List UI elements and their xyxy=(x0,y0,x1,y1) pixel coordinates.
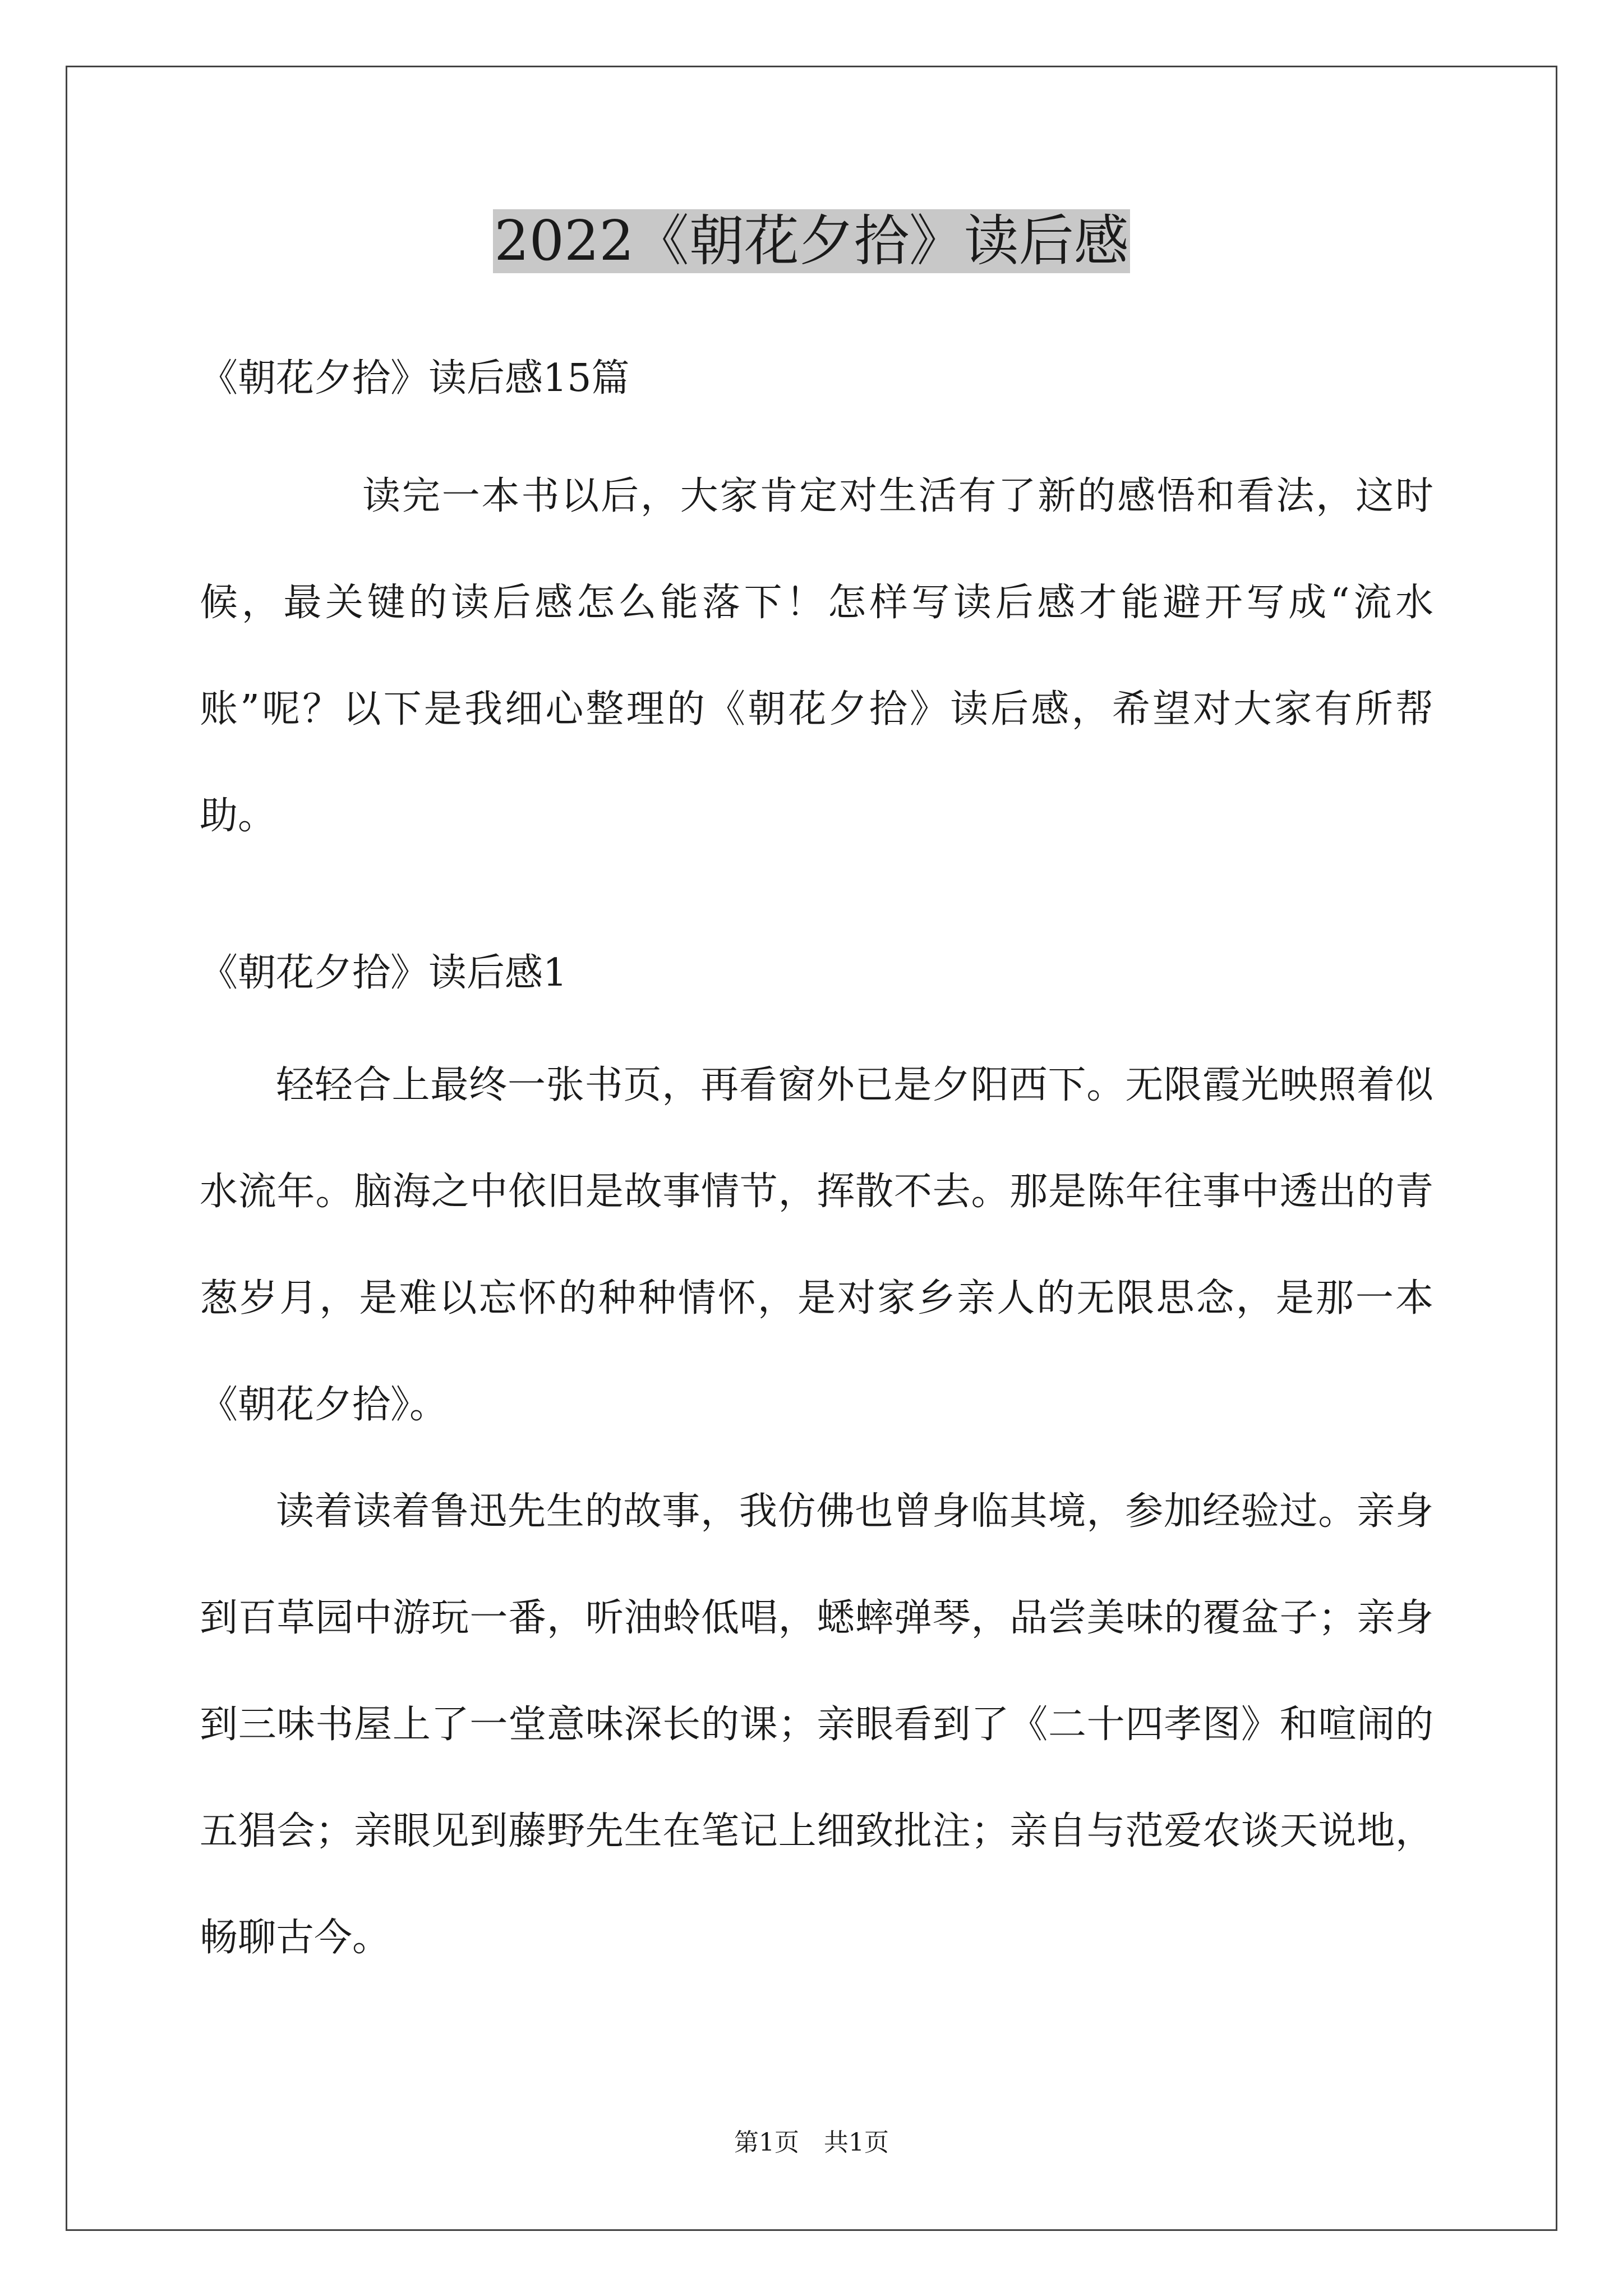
page-total: 共1页 xyxy=(824,2128,889,2157)
intro-paragraph: 读完一本书以后，大家肯定对生活有了新的感悟和看法，这时候，最关键的读后感怎么能落下！怎样写读后感才能避开写成“流水账”呢？以下是我细心整理的《朝花夕拾》读后感，希望对大家有所帮助。 xyxy=(200,474,1433,838)
document-subtitle: 《朝花夕拾》读后感15篇 xyxy=(200,356,630,401)
page-number: 第1页 xyxy=(734,2128,799,2157)
page-footer xyxy=(0,2126,1623,2160)
document-title-text: 2022《朝花夕拾》读后感 xyxy=(494,209,1129,273)
section-heading: 《朝花夕拾》读后感1 xyxy=(200,951,568,995)
document-title xyxy=(0,202,1623,280)
section-paragraph-2: 读着读着鲁迅先生的故事，我仿佛也曾身临其境，参加经验过。亲身到百草园中游玩一番，听油蛉低唱，蟋蟀弹琴，品尝美味的覆盆子；亲身到三味书屋上了一堂意味深长的课；亲眼看到了《二十四孝图》和喧闹的五猖会；亲眼见到藤野先生在笔记上细致批注；亲自与范爱农谈天说地，畅聊古今。 xyxy=(200,1489,1433,1960)
section-paragraph-1: 轻轻合上最终一张书页，再看窗外已是夕阳西下。无限霞光映照着似水流年。脑海之中依旧是故事情节，挥散不去。那是陈年往事中透出的青葱岁月，是难以忘怀的种种情怀，是对家乡亲人的无限思念，是那一本《朝花夕拾》。 xyxy=(200,1063,1433,1427)
